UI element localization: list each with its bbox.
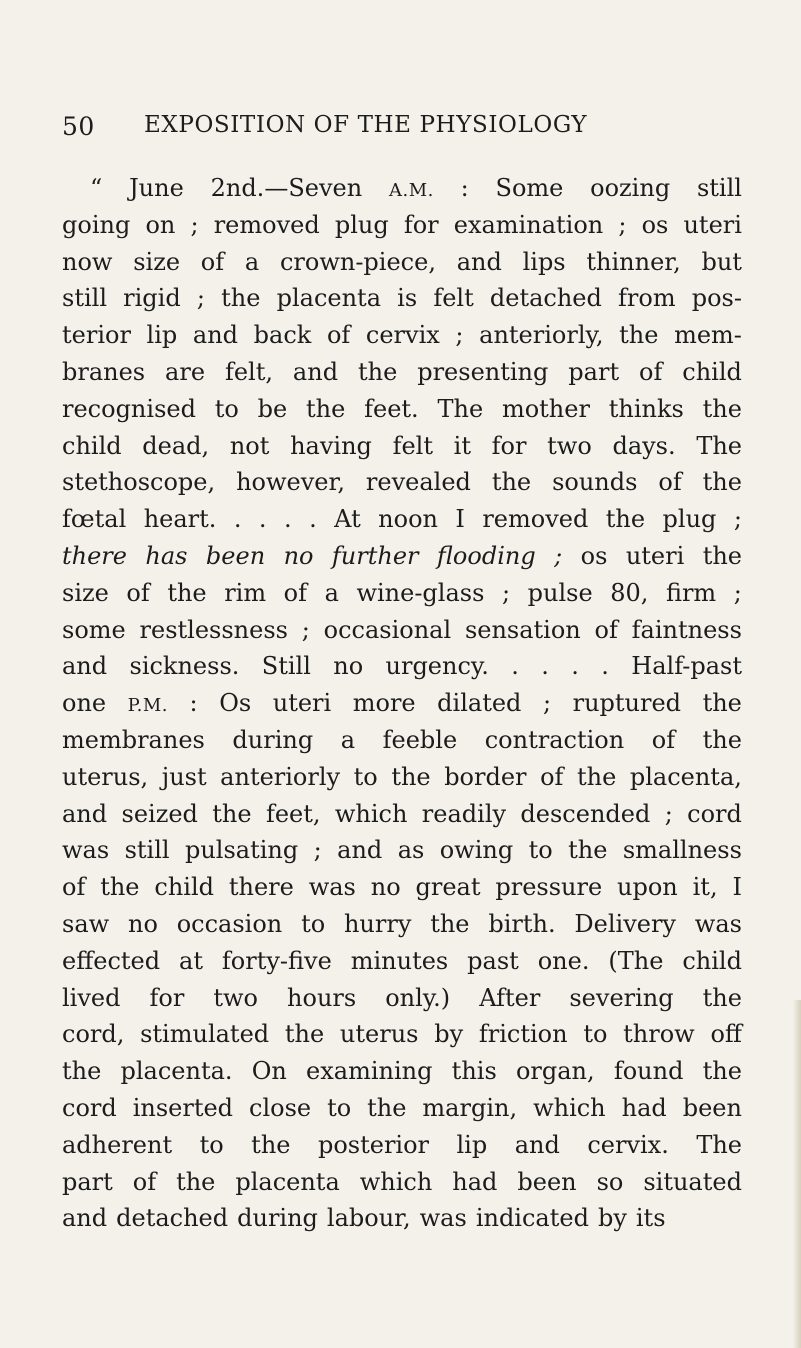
text-line: recognised to be the feet. The mother thinks the [62, 394, 742, 423]
text-line: there has been no further flooding ; os uteri the [62, 541, 742, 570]
text-line: saw no occasion to hurry the birth. Delivery was [62, 909, 742, 938]
text-line: cord, stimulated the uterus by friction to throw off [62, 1020, 742, 1049]
text-line: child dead, not having felt it for two days. The [62, 431, 742, 460]
text-line: terior lip and back of cervix ; anteriorly, the mem- [62, 321, 742, 350]
text-line: and detached during labour, was indicated by its [62, 1204, 666, 1233]
text-line: and sickness. Still no urgency. . . . . Half-past [62, 652, 742, 681]
text-line: the placenta. On examining this organ, found the [62, 1057, 742, 1086]
text-line: lived for two hours only.) After severing the [62, 983, 742, 1012]
text-line: cord inserted close to the margin, which had been [62, 1093, 742, 1122]
text-line: still rigid ; the placenta is felt detached from pos- [62, 284, 742, 313]
body-text [62, 170, 742, 1237]
text-line: adherent to the posterior lip and cervix. The [62, 1130, 742, 1159]
text-line: one P.M. : Os uteri more dilated ; ruptured the [62, 689, 742, 718]
text-line: fœtal heart. . . . . At noon I removed the plug ; [62, 505, 742, 534]
text-line: effected at forty-five minutes past one. (The child [62, 946, 742, 975]
text-line: “ June 2nd.—Seven A.M. : Some oozing still [90, 174, 742, 202]
text-line: and seized the feet, which readily descended ; cord [62, 799, 742, 828]
text-line: going on ; removed plug for examination ; os uteri [62, 210, 742, 239]
text-line: membranes during a feeble contraction of the [62, 725, 742, 754]
text-line: stethoscope, however, revealed the sounds of the [62, 468, 742, 497]
text-line: some restlessness ; occasional sensation of faintness [62, 615, 742, 644]
text-line: was still pulsating ; and as owing to the smallness [62, 836, 742, 865]
page-number: 50 [62, 112, 95, 141]
text-line: part of the placenta which had been so situated [62, 1167, 742, 1196]
running-head [62, 112, 742, 152]
text-line: branes are felt, and the presenting part of child [62, 357, 742, 386]
text-line: size of the rim of a wine-glass ; pulse 80, firm ; [62, 578, 742, 607]
running-title: EXPOSITION OF THE PHYSIOLOGY [144, 112, 588, 138]
text-line: of the child there was no great pressure upon it, I [62, 873, 742, 902]
page-edge-shadow [793, 1000, 801, 1348]
text-line: now size of a crown-piece, and lips thinner, but [62, 247, 742, 276]
text-line: uterus, just anteriorly to the border of the placenta, [62, 762, 742, 791]
